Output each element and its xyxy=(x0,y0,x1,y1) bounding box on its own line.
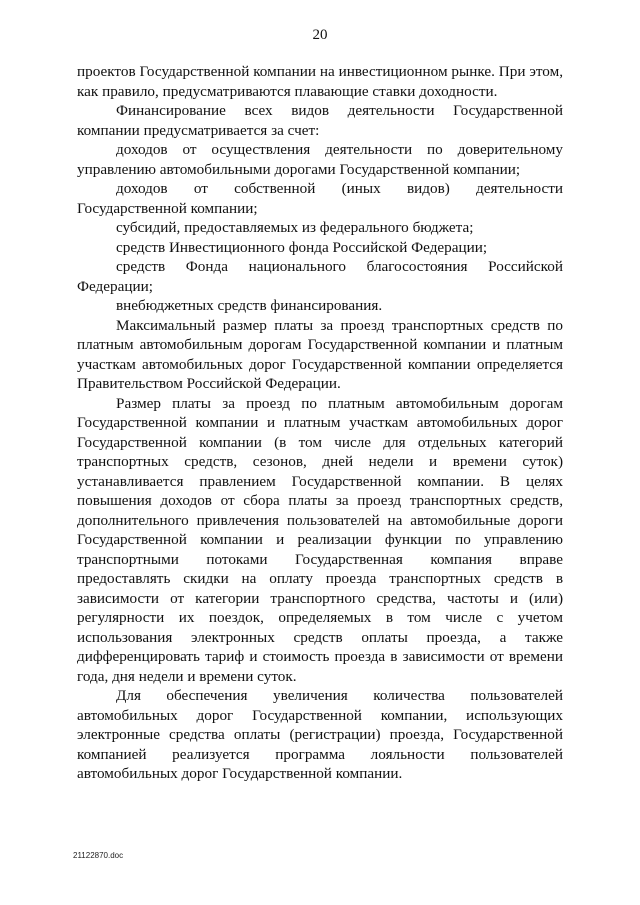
document-body xyxy=(77,62,563,784)
paragraph-5: субсидий, предоставляемых из федерального бюджета; xyxy=(116,219,474,236)
page-number: 20 xyxy=(312,27,328,43)
footer-filename: 21122870.doc xyxy=(73,851,124,860)
paragraph-4: доходов от собственной (иных видов) деятельности Государственной компании; xyxy=(77,180,563,217)
paragraph-6: средств Инвестиционного фонда Российской Федерации; xyxy=(116,238,488,256)
paragraph-10: Размер платы за проезд по платным автомобильным дорогам Государственной компании и платным участкам автомобильных дорог Государственной компании (в том числе для отдельных категорий транспортных средств, сезонов, дней недели и времени суток) устанавливается правлением Государственной компании. В целях повышения доходов от сбора платы за проезд транспортных средств, дополнительного привлечения пользователей на автомобильные дороги Государственной компании и реализации функции по управлению транспортными потоками Государственная компания вправе предоставлять скидки на оплату проезда транспортных средств в зависимости от категории транспортного средства, частоты и (или) регулярности их поездок, определяемых в том числе с учетом использования электронных средств оплаты проезда, а также дифференцировать тариф и стоимость проезда в зависимости от времени года, дня недели и времени суток. xyxy=(77,394,563,685)
paragraph-1: проектов Государственной компании на инвестиционном рынке. При этом, как правило, предусматриваются плавающие ставки доходности. xyxy=(77,63,563,100)
paragraph-2: Финансирование всех видов деятельности Государственной компании предусматривается за счет: xyxy=(77,102,563,139)
paragraph-11: Для обеспечения увеличения количества пользователей автомобильных дорог Государственной компании, использующих электронные средства оплаты (регистрации) проезда, Государственной компанией реализуется программа лояльности пользователей автомобильных дорог Государственной компании. xyxy=(77,687,563,782)
paragraph-8: внебюджетных средств финансирования. xyxy=(116,297,383,314)
paragraph-9: Максимальный размер платы за проезд транспортных средств по платным автомобильным дорогам Государственной компании и платным участкам автомобильных дорог Государственной компании определяется Правительством Российской Федерации. xyxy=(77,316,563,392)
paragraph-3: доходов от осуществления деятельности по доверительному управлению автомобильными дорогами Государственной компании; xyxy=(77,141,563,178)
paragraph-7: средств Фонда национального благосостояния Российской Федерации; xyxy=(77,258,563,295)
